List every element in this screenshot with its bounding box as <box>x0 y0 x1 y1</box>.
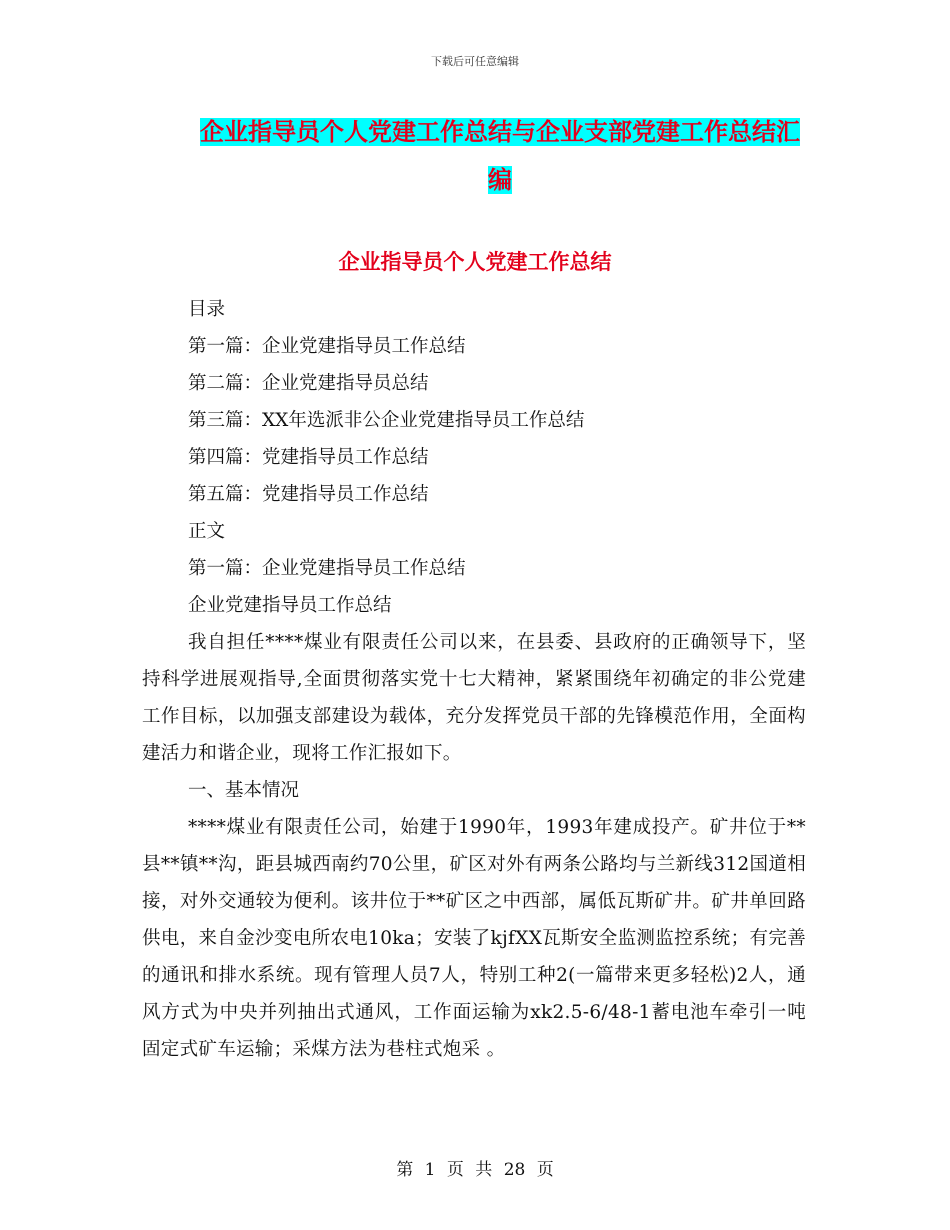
toc-item: 第五篇：党建指导员工作总结 <box>188 484 429 505</box>
toc-heading: 目录 <box>188 299 226 320</box>
toc-item: 第三篇：XX年选派非公企业党建指导员工作总结 <box>188 410 585 431</box>
chapter-title: 第一篇：企业党建指导员工作总结 <box>188 558 466 579</box>
document-body <box>142 291 806 1068</box>
toc-item: 第一篇：企业党建指导员工作总结 <box>188 336 466 357</box>
page-number: 第 1 页 共 28 页 <box>396 1160 554 1180</box>
header-note: 下载后可任意编辑 <box>431 55 519 68</box>
main-title-text: 企业指导员个人党建工作总结与企业支部党建工作总结汇编 <box>200 118 800 194</box>
chapter-subtitle: 企业党建指导员工作总结 <box>188 595 392 616</box>
paragraph: ****煤业有限责任公司，始建于1990年，1993年建成投产。矿井位于**县**镇**沟，距县城西南约70公里，矿区对外有两条公路均与兰新线312国道相接，对外交通较为便利。该井位于**矿区之中西部，属低瓦斯矿井。矿井单回路供电，来自金沙变电所农电10ka；安装了kjfXX瓦斯安全监测监控系统；有完善的通讯和排水系统。现有管理人员7人，特别工种2(一篇带来更多轻松)2人，通风方式为中央并列抽出式通风，工作面运输为xk2.5-6/48-1蓄电池车牵引一吨固定式矿车运输；采煤方法为巷柱式炮采 。 <box>142 817 806 1060</box>
main-title <box>190 108 810 204</box>
sub-title: 企业指导员个人党建工作总结 <box>338 250 612 274</box>
body-heading: 正文 <box>188 521 226 542</box>
paragraph: 我自担任****煤业有限责任公司以来，在县委、县政府的正确领导下，坚持科学进展观指导,全面贯彻落实党十七大精神，紧紧围绕年初确定的非公党建工作目标，以加强支部建设为载体，充分发挥党员干部的先锋模范作用，全面构建活力和谐企业，现将工作汇报如下。 <box>142 632 806 764</box>
section-heading: 一、基本情况 <box>188 780 300 801</box>
toc-item: 第二篇：企业党建指导员总结 <box>188 373 429 394</box>
toc-item: 第四篇：党建指导员工作总结 <box>188 447 429 468</box>
